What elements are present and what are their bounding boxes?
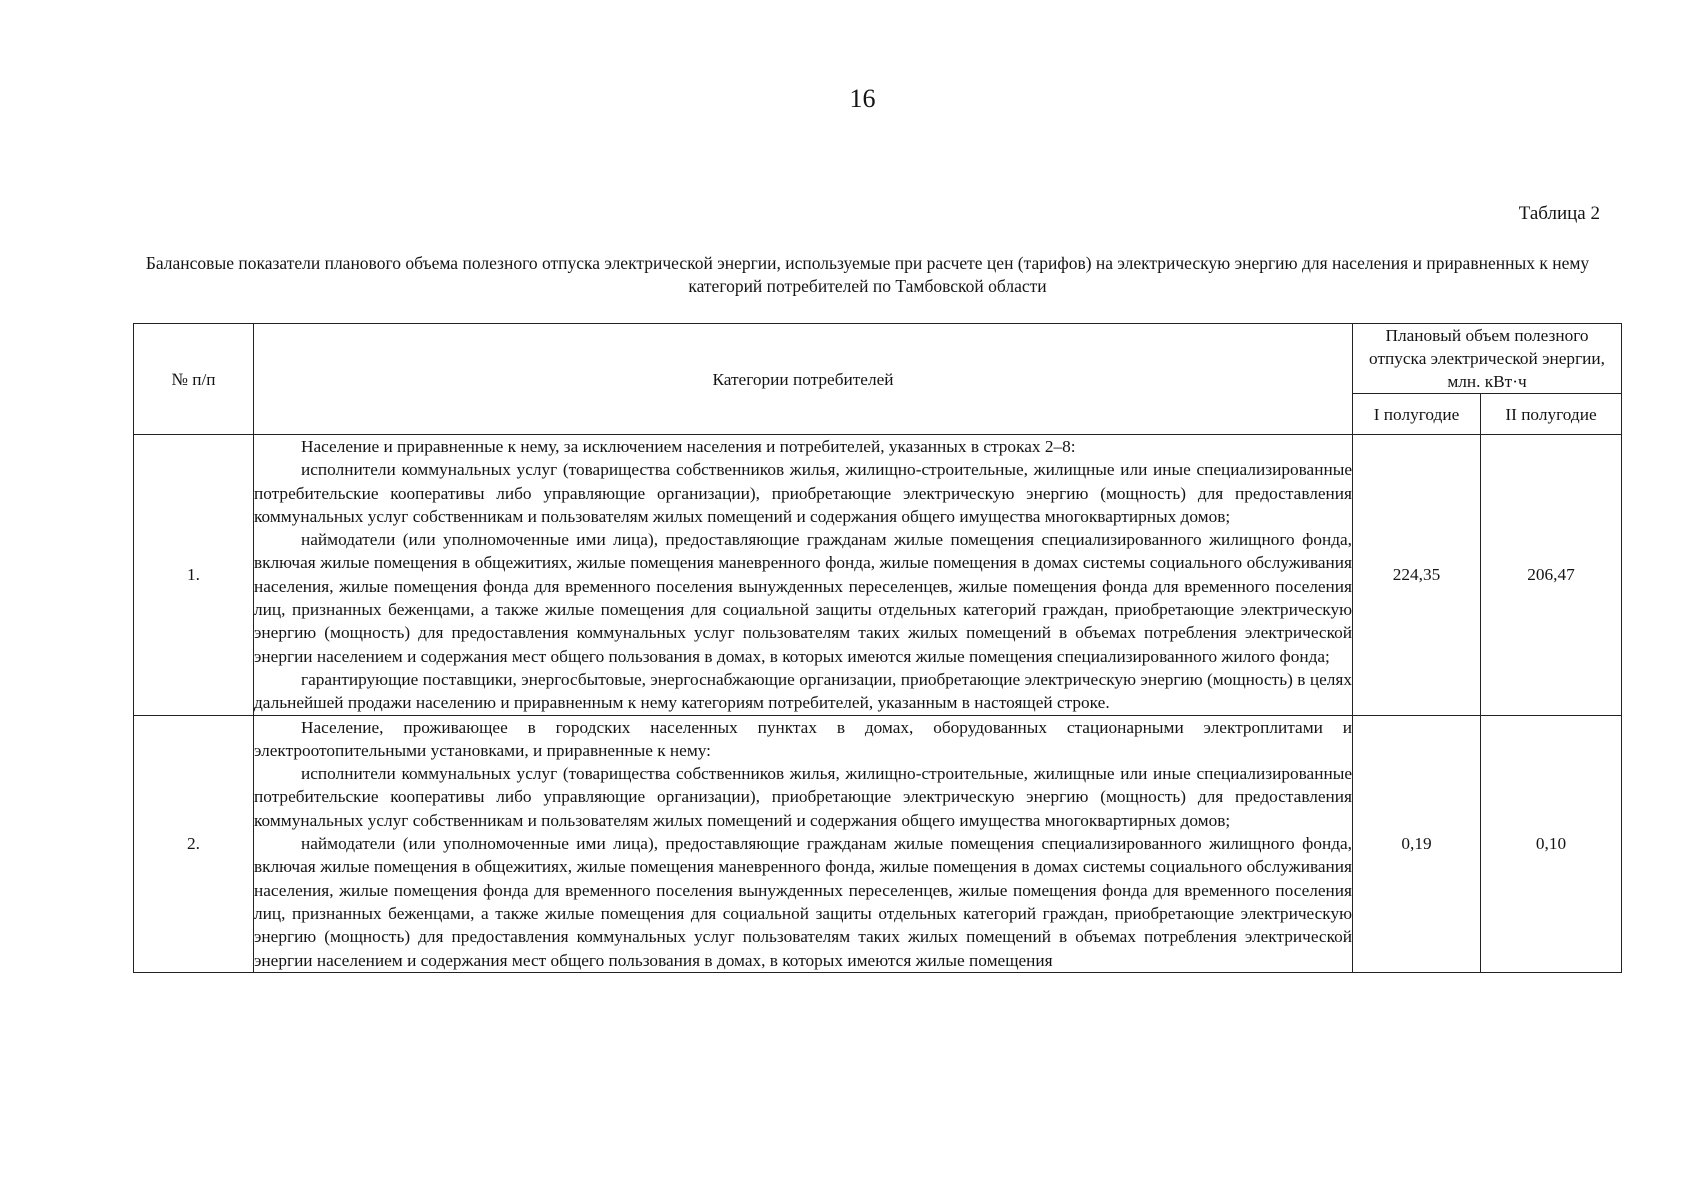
category-paragraph: гарантирующие поставщики, энергосбытовые, энергоснабжающие организации, приобретающие электрическую энергию (мощность) в целях дальнейшей продажи населению и приравненным к нему категориям потребителей, указанным в настоящей строке.: [254, 669, 1352, 713]
row-value-half1: 224,35: [1353, 435, 1481, 716]
header-half1: I полугодие: [1353, 394, 1481, 435]
consumer-balance-table: [133, 323, 1622, 973]
header-half2: II полугодие: [1481, 394, 1622, 435]
row-category: [254, 435, 1353, 716]
table-row: [134, 715, 1622, 972]
row-value-half1: 0,19: [1353, 715, 1481, 972]
table-frame: [133, 323, 1623, 1146]
table-row: [134, 435, 1622, 716]
header-number: № п/п: [134, 324, 254, 435]
row-number: 2.: [134, 715, 254, 972]
row-category: [254, 715, 1353, 972]
category-paragraph: исполнители коммунальных услуг (товарищества собственников жилья, жилищно-строительные, жилищные или иные специализированные потребительские кооперативы либо управляющие организации), приобретающие электрическую энергию (мощность) для предоставления коммунальных услуг собственникам и пользователям жилых помещений и содержания общего имущества многоквартирных домов;: [254, 764, 1352, 830]
header-category: Категории потребителей: [254, 324, 1353, 435]
category-paragraph: наймодатели (или уполномоченные ими лица), предоставляющие гражданам жилые помещения специализированного жилищного фонда, включая жилые помещения в общежитиях, жилые помещения маневренного фонда, жилые помещения в домах системы социального обслуживания населения, жилые помещения фонда для временного поселения вынужденных переселенцев, жилые помещения фонда для временного поселения лиц, признанных беженцами, а также жилые помещения для социальной защиты отдельных категорий граждан, приобретающие электрическую энергию (мощность) для предоставления коммунальных услуг пользователям таких жилых помещений в объемах потребления электрической энергии населением и содержания мест общего пользования в домах, в которых имеются жилые помещения: [254, 834, 1352, 970]
page-number: 16: [849, 84, 876, 113]
table-title: Балансовые показатели планового объема полезного отпуска электрической энергии, используемые при расчете цен (тарифов) на электрическую энергию для населения и приравненных к нему категорий потребителей по Тамбовской области: [145, 253, 1590, 296]
category-paragraph: Население и приравненные к нему, за исключением населения и потребителей, указанных в строках 2–8:: [301, 437, 1076, 456]
row-number: 1.: [134, 435, 254, 716]
row-value-half2: 0,10: [1481, 715, 1622, 972]
header-volume: Плановый объем полезного отпуска электрической энергии, млн. кВт·ч: [1353, 324, 1622, 394]
category-paragraph: наймодатели (или уполномоченные ими лица), предоставляющие гражданам жилые помещения специализированного жилищного фонда, включая жилые помещения в общежитиях, жилые помещения маневренного фонда, жилые помещения в домах системы социального обслуживания населения, жилые помещения фонда для временного поселения вынужденных переселенцев, жилые помещения фонда для временного поселения лиц, признанных беженцами, а также жилые помещения для социальной защиты отдельных категорий граждан, приобретающие электрическую энергию (мощность) для предоставления коммунальных услуг пользователям таких жилых помещений в объемах потребления электрической энергии населением и содержания мест общего пользования в домах, в которых имеются жилые помещения специализированного жилого фонда;: [254, 530, 1352, 666]
row-value-half2: 206,47: [1481, 435, 1622, 716]
category-paragraph: исполнители коммунальных услуг (товарищества собственников жилья, жилищно-строительные, жилищные или иные специализированные потребительские кооперативы либо управляющие организации), приобретающие электрическую энергию (мощность) для предоставления коммунальных услуг собственникам и пользователям жилых помещений и содержания общего имущества многоквартирных домов;: [254, 460, 1352, 526]
category-paragraph: Население, проживающее в городских населенных пунктах в домах, оборудованных стационарными электроплитами и электроотопительными установками, и приравненные к нему:: [254, 717, 1352, 760]
table-header-row: [134, 324, 1622, 394]
table-label: Таблица 2: [1518, 203, 1600, 224]
